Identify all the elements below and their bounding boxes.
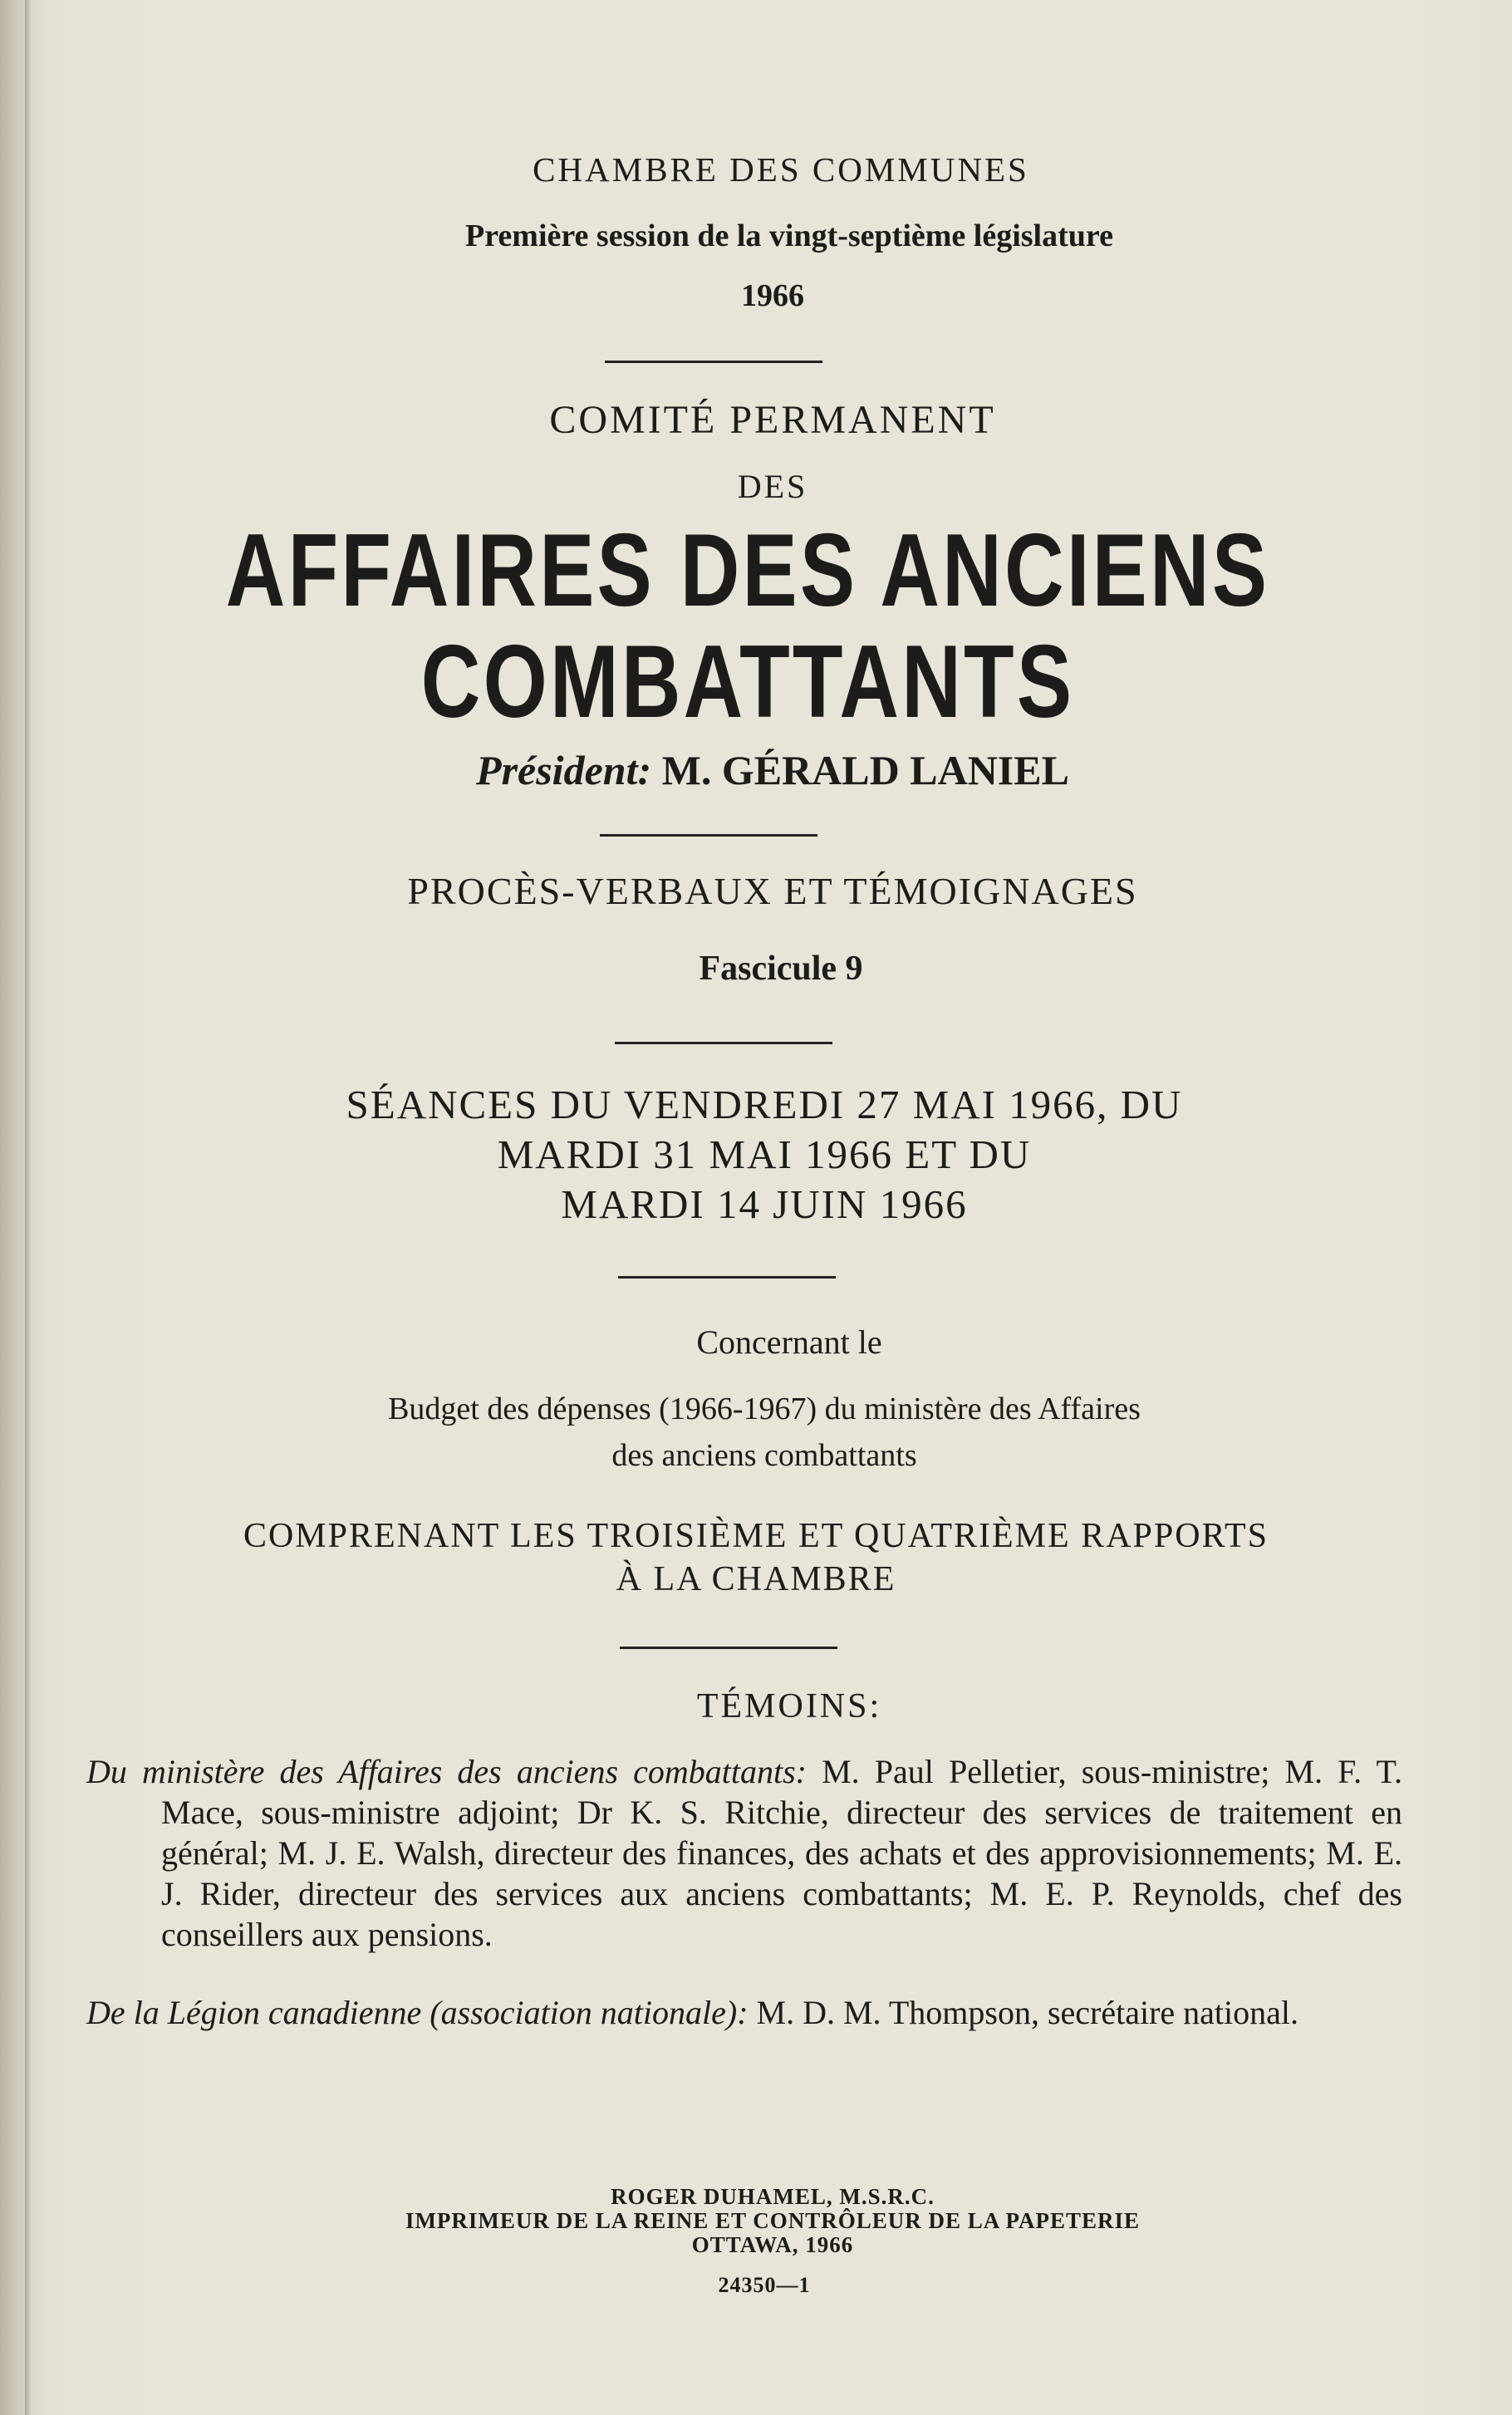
witnesses-heading: TÉMOINS:	[696, 1687, 882, 1725]
witness-organization: De la Légion canadienne (association nationale):	[86, 1994, 749, 2031]
committee-line2: DES	[737, 468, 808, 505]
witness-paragraph	[86, 1992, 1402, 2033]
president-label: Président:	[476, 747, 652, 793]
committee-line1: COMITÉ PERMANENT	[549, 398, 996, 442]
print-place: OTTAWA, 1966	[691, 2232, 854, 2257]
divider-rule	[605, 361, 822, 363]
divider-rule	[618, 1276, 836, 1279]
fascicule-number: Fascicule 9	[699, 950, 863, 988]
sittings-line3: MARDI 14 JUIN 1966	[561, 1181, 968, 1227]
witness-organization: Du ministère des Affaires des anciens combattants:	[86, 1753, 807, 1790]
president-line	[17, 746, 1512, 794]
session-line: Première session de la vingt-septième législature	[465, 218, 1113, 253]
president-name: M. GÉRALD LANIEL	[661, 747, 1069, 793]
sittings-line2: MARDI 31 MAI 1966 ET DU	[497, 1131, 1032, 1177]
reports-line2: À LA CHAMBRE	[616, 1560, 896, 1598]
witness-group-ministry	[86, 1751, 1402, 1955]
printer-title: IMPRIMEUR DE LA REINE ET CONTRÔLEUR DE LA PAPETERIE	[405, 2208, 1141, 2233]
budget-subject	[8, 1386, 1512, 1479]
printer-name: ROGER DUHAMEL, M.S.R.C.	[611, 2184, 935, 2209]
committee-title	[143, 515, 1352, 738]
witness-names: M. D. M. Thompson, secrétaire national.	[756, 1994, 1298, 2031]
reports-line1: COMPRENANT LES TROISIÈME ET QUATRIÈME RAPPORTS	[243, 1517, 1269, 1555]
proceedings-title: PROCÈS-VERBAUX ET TÉMOIGNAGES	[407, 870, 1138, 912]
divider-rule	[615, 1042, 832, 1044]
budget-line2: des anciens combattants	[611, 1438, 917, 1473]
budget-line1: Budget des dépenses (1966-1967) du ministère des Affaires	[388, 1392, 1141, 1426]
divider-rule	[620, 1647, 837, 1649]
committee-title-line2: COMBATTANTS	[420, 625, 1075, 739]
house-name: CHAMBRE DES COMMUNES	[533, 150, 1029, 189]
divider-rule	[600, 834, 817, 837]
witness-names: M. Paul Pelletier, sous-ministre; M. F. T. Mace, sous-ministre adjoint; Dr K. S. Ritchie, directeur des services de traitement en général; M. J. E. Walsh, directeur des finances, des achats et des approvisionnements; M. E. J. Rider, directeur des services aux anciens combattants; M. E. P. Reynolds, chef des conseillers aux pensions.	[161, 1753, 1403, 1953]
witness-group-legion	[86, 1992, 1402, 2033]
reports-included	[0, 1514, 1512, 1601]
witness-paragraph	[86, 1751, 1402, 1955]
print-code: 24350—1	[718, 2273, 811, 2297]
year: 1966	[741, 278, 804, 313]
sittings-dates	[8, 1080, 1512, 1230]
concerning-line: Concernant le	[696, 1323, 882, 1361]
sittings-line1: SÉANCES DU VENDREDI 27 MAI 1966, DU	[346, 1082, 1183, 1127]
committee-title-line1: AFFAIRES DES ANCIENS	[225, 513, 1270, 628]
